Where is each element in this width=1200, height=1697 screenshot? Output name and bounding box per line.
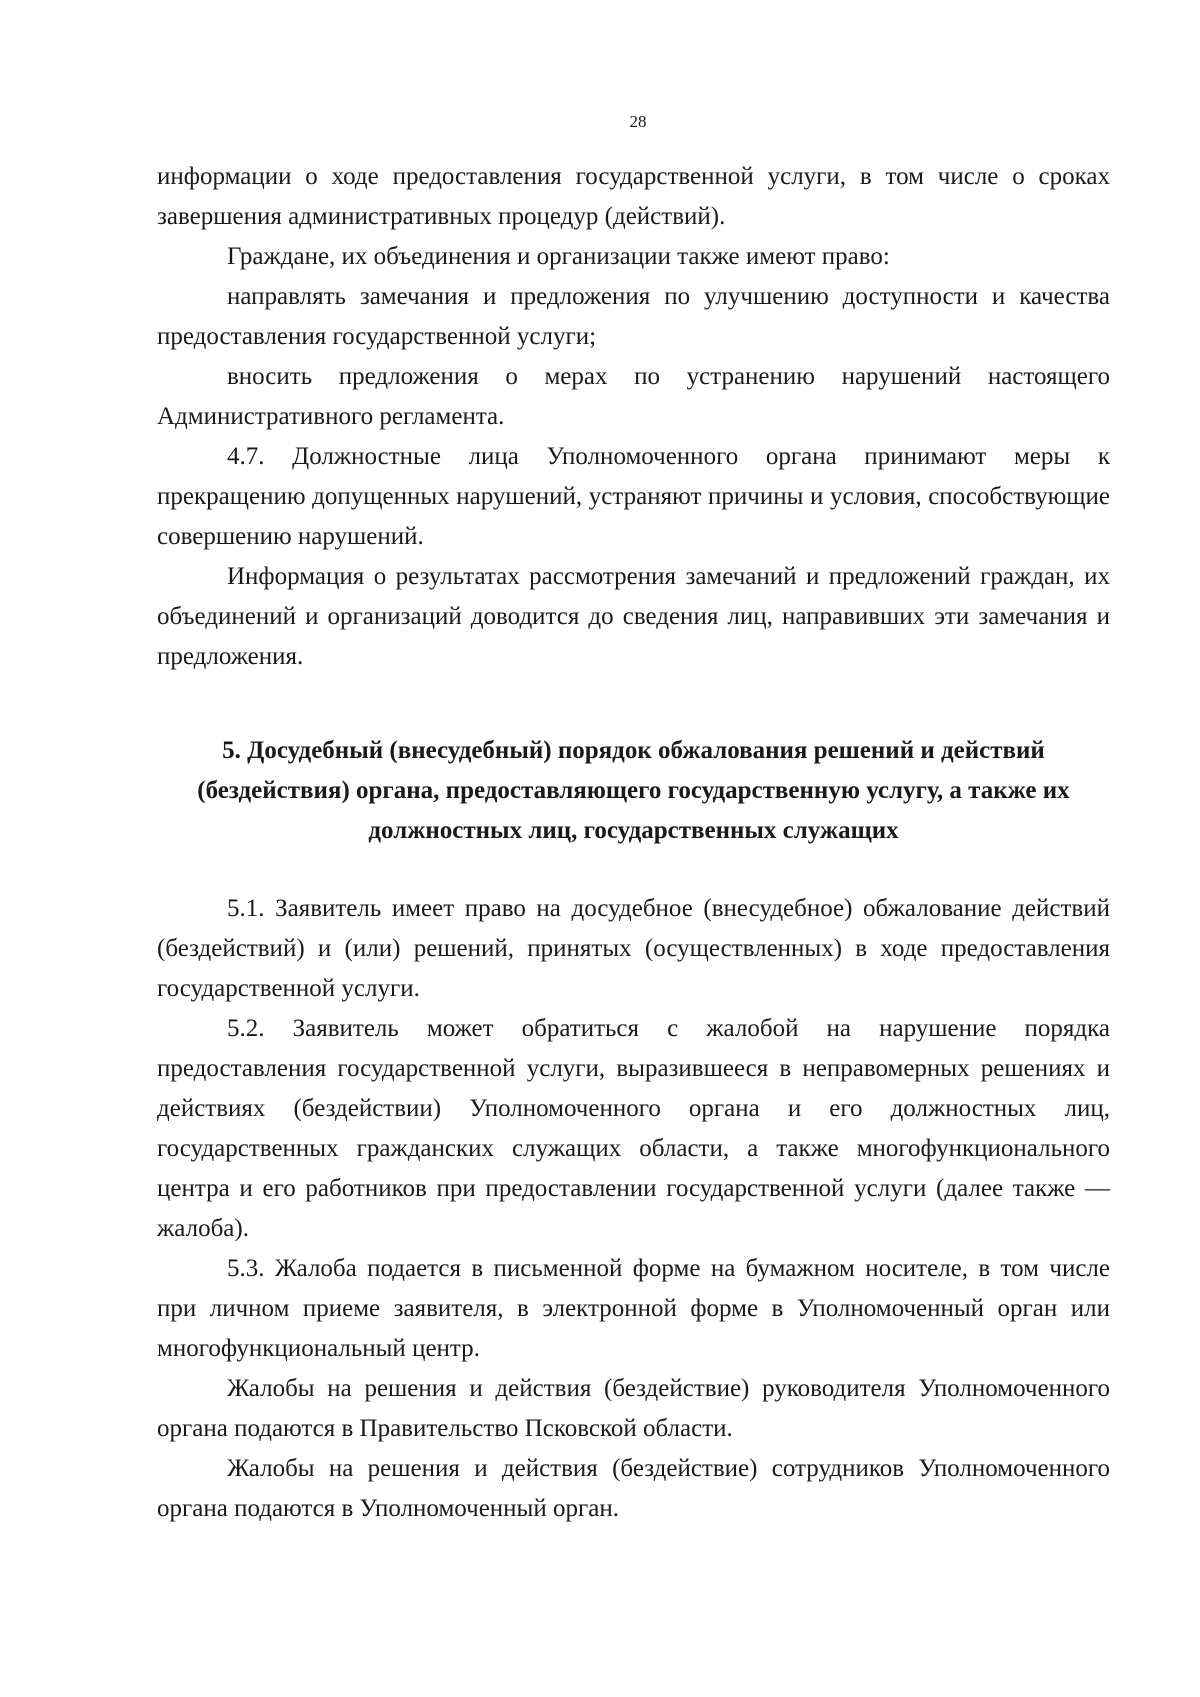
- paragraph-results-info: Информация о результатах рассмотрения замечаний и предложений граждан, их объединений и организаций доводится до сведения лиц, направивших эти замечания и предложения.: [157, 563, 1110, 670]
- paragraph-block-section-5: [157, 889, 1110, 1529]
- paragraph-block-section-4: [157, 157, 1110, 677]
- paragraph-complaints-head: Жалобы на решения и действия (бездействие) руководителя Уполномоченного органа подаются в Правительство Псковской области.: [157, 1375, 1110, 1442]
- paragraph-citizens-rights: Граждане, их объединения и организации также имеют право:: [227, 243, 890, 270]
- paragraph-continuation: информации о ходе предоставления государственной услуги, в том числе о сроках завершения административных процедур (действий).: [157, 163, 1110, 230]
- paragraph-send-remarks: направлять замечания и предложения по улучшению доступности и качества предоставления государственной услуги;: [157, 283, 1110, 350]
- paragraph-5-3: 5.3. Жалоба подается в письменной форме на бумажном носителе, в том числе при личном приеме заявителя, в электронной форме в Уполномоченный орган или многофункциональный центр.: [157, 1255, 1110, 1362]
- paragraph-submit-proposals: вносить предложения о мерах по устранению нарушений настоящего Административного регламента.: [157, 363, 1110, 430]
- paragraph-complaints-staff: Жалобы на решения и действия (бездействие) сотрудников Уполномоченного органа подаются в Уполномоченный орган.: [157, 1455, 1110, 1522]
- paragraph-5-2: 5.2. Заявитель может обратиться с жалобой на нарушение порядка предоставления государственной услуги, выразившееся в неправомерных решениях и действиях (бездействии) Уполномоченного органа и его должностных лиц, государственных гражданских служащих области, а также многофункционального центра и его работников при предоставлении государственной услуги (далее также — жалоба).: [157, 1015, 1110, 1242]
- paragraph-5-1: 5.1. Заявитель имеет право на досудебное (внесудебное) обжалование действий (бездействий) и (или) решений, принятых (осуществленных) в ходе предоставления государственной услуги.: [157, 895, 1110, 1002]
- paragraph-4-7: 4.7. Должностные лица Уполномоченного органа принимают меры к прекращению допущенных нарушений, устраняют причины и условия, способствующие совершению нарушений.: [157, 443, 1110, 550]
- section-5-heading: 5. Досудебный (внесудебный) порядок обжалования решений и действий (бездействия) органа, предоставляющего государственную услугу, а также их должностных лиц, государственных служащих: [197, 737, 1070, 844]
- page-number: 28: [629, 112, 647, 131]
